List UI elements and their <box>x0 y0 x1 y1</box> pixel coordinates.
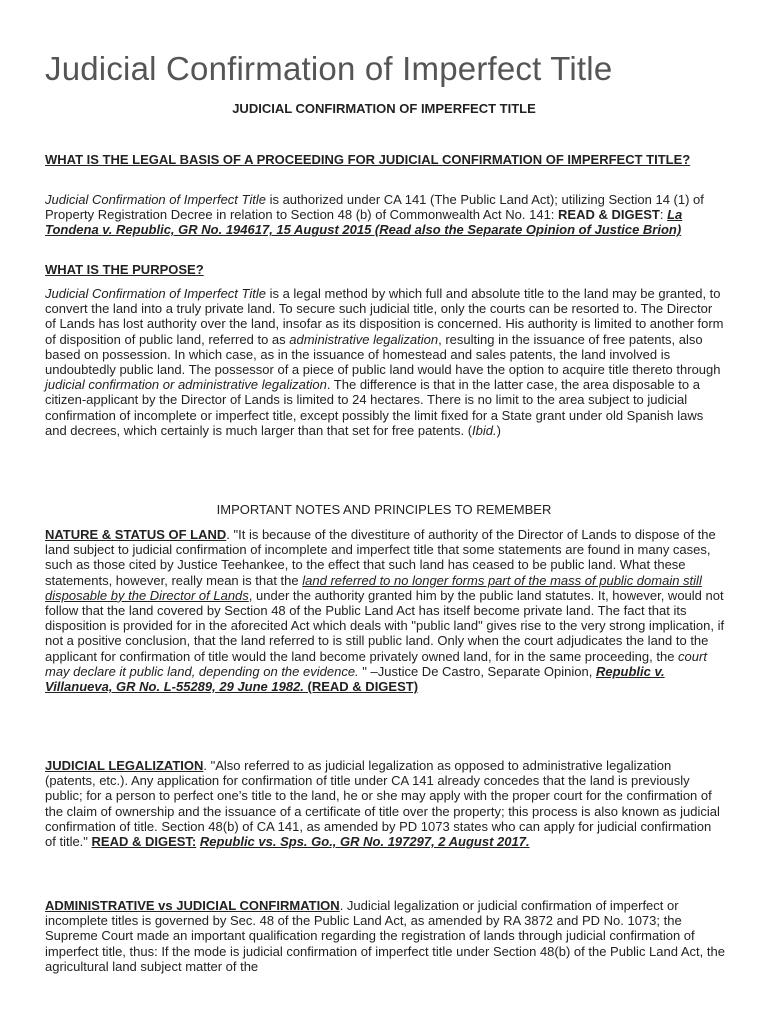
legal-basis-paragraph <box>45 192 725 238</box>
document-title: Judicial Confirmation of Imperfect Title <box>45 50 613 87</box>
purpose-paragraph <box>45 286 725 438</box>
text-segment: ) <box>496 422 501 438</box>
nature-paragraph <box>45 527 725 694</box>
judicial-paragraph <box>45 758 725 849</box>
text-segment: : <box>659 207 668 223</box>
text-segment: , resulting in the issuance of free patents, also based on possession. In which case, as in the issuance of homestead and sales patents, the land involved is undoubtedly public land. The possessor of a piece of public land would have the option to acquire title thereto through <box>45 331 721 378</box>
text-segment: is a legal method by which full and absolute title to the land may be granted, to convert the land into a truly private land. To secure such judicial title, only the courts can be resorted to. The Director of Lands has lost authority over the land, insofar as its disposition is concerned. His authority is limited to another form of disposition of public land, referred to as <box>45 286 724 347</box>
purpose-heading: WHAT IS THE PURPOSE? <box>45 262 204 277</box>
admin-label: ADMINISTRATIVE vs JUDICIAL CONFIRMATION <box>45 898 340 913</box>
term-italic: administrative legalization <box>289 331 439 347</box>
nature-label: NATURE & STATUS OF LAND <box>45 527 227 542</box>
judicial-label: JUDICIAL LEGALIZATION <box>45 758 204 773</box>
text-segment: . Judicial legalization or judicial confirmation of imperfect or incomplete titles is governed by Sec. 48 of the Public Land Act, as amended by RA 3872 and PD No. 1073; the Supreme Court made an important qualification regarding the registration of lands through judicial confirmation of imperfect title, thus: If the mode is judicial confirmation of imperfect title under Section 48(b) of the Public Land Act, the agricultural land subject matter of the <box>45 898 725 974</box>
case-link-villanueva[interactable]: Republic v. Villanueva, GR No. L-55289, 29 June 1982. <box>45 663 665 695</box>
term-italic: Judicial Confirmation of Imperfect Title <box>45 192 266 207</box>
text-segment: , under the authority granted him by the public land statutes. It, however, would not follow that the land covered by Section 48 of the Public Land Act has itself become private land. The fact that its disposition is provided for in the aforecited Act which deals with "public land" gives rise to the very strong implication, if not a positive conclusion, that the land referred to is still public land. Only when the court adjudicates the land to the applicant for confirmation of title would the land become privately owned land, for in the same proceeding, the <box>45 587 725 664</box>
term-italic: court may declare it public land, depending on the evidence. <box>45 648 707 679</box>
text-segment: . The difference is that in the latter case, the area disposable to a citizen-applicant by the Director of Lands is limited to 24 hectares. There is no limit to the area subject to judicial confirmation of incomplete or imperfect title, except possibly the limit fixed for a State grant under old Spanish laws and decrees, which certainly is much larger than that set for free patents. ( <box>45 377 704 438</box>
case-link-la-tondena[interactable]: La Tondena v. Republic, GR No. 194617, 15 August 2015 (Read also the Separate Opinion of Justice Brion) <box>45 207 683 238</box>
term-italic: Ibid. <box>472 422 497 438</box>
text-segment: is authorized under CA 141 (The Public Land Act); utilizing Section 14 (1) of Property Registration Decree in relation to Section 48 (b) of Commonwealth Act No. 141: <box>45 192 704 223</box>
legal-basis-heading: WHAT IS THE LEGAL BASIS OF A PROCEEDING FOR JUDICIAL CONFIRMATION OF IMPERFECT TITLE? <box>45 152 691 167</box>
highlighted-quote: land referred to no longer forms part of the mass of public domain still disposable by the Director of Lands <box>45 572 702 603</box>
notes-heading: IMPORTANT NOTES AND PRINCIPLES TO REMEMBER <box>216 502 552 517</box>
read-digest-label: READ & DIGEST: <box>91 834 197 850</box>
text-segment: . "Also referred to as judicial legalization as opposed to administrative legalization (patents, etc.). Any application for confirmation of title under CA 141 already concedes that the land is previously public; for a person to perfect one’s title to the land, he or she may apply with the proper court for the confirmation of the claim of ownership and the issuance of a certificate of title over the property; this process is also known as judicial confirmation of title. Section 48(b) of CA 141, as amended by PD 1073 states who can apply for judicial confirmation of title." <box>45 758 720 850</box>
case-link-sps-go[interactable]: Republic vs. Sps. Go., GR No. 197297, 2 August 2017. <box>199 834 530 850</box>
term-italic: judicial confirmation or administrative legalization <box>45 377 327 393</box>
read-digest-label: READ & DIGEST <box>558 207 660 223</box>
term-italic: Judicial Confirmation of Imperfect Title <box>45 286 266 301</box>
text-segment: . "It is because of the divestiture of authority of the Director of Lands to dispose of the land subject to judicial confirmation of incomplete and imperfect title that some statements are found in many cases, such as those cited by Justice Teehankee, to the effect that such land has ceased to be public land. What these statements, however, really mean is that the <box>45 527 716 588</box>
text-segment: " –Justice De Castro, Separate Opinion, <box>358 663 596 679</box>
admin-paragraph <box>45 898 725 974</box>
document-subtitle: JUDICIAL CONFIRMATION OF IMPERFECT TITLE <box>232 101 536 116</box>
read-digest-label: (READ & DIGEST) <box>303 679 419 695</box>
